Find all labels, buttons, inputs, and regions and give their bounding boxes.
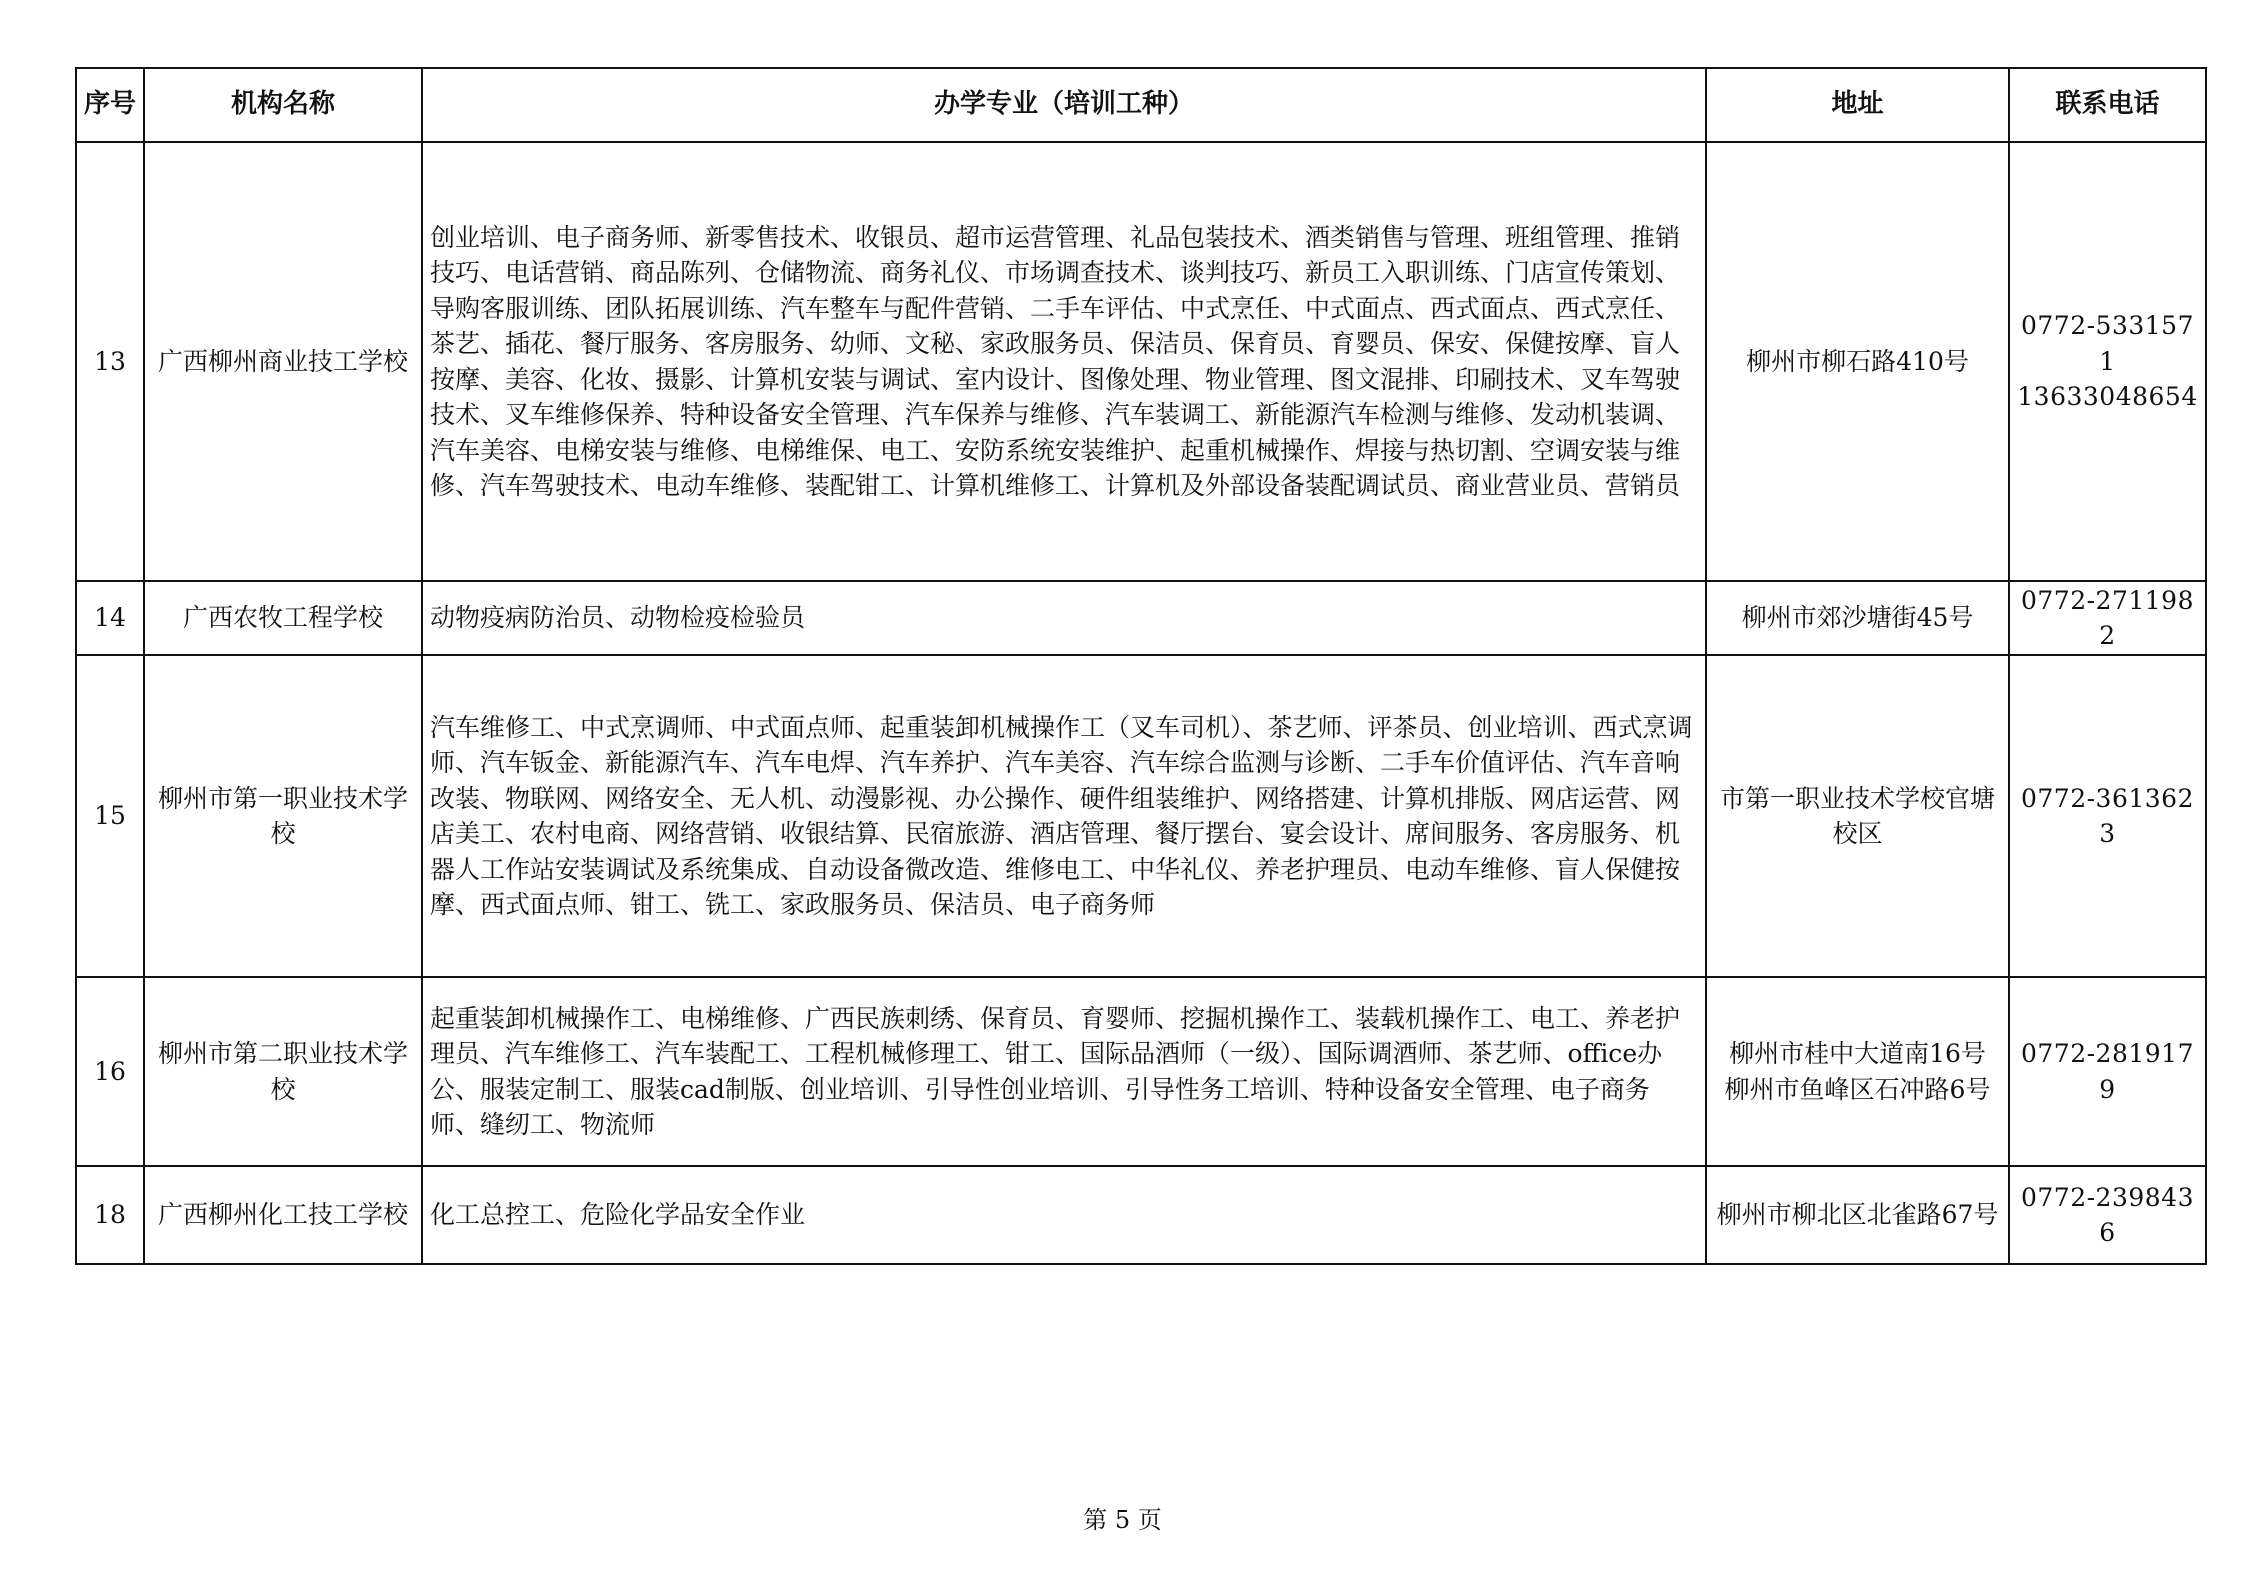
row-address: 柳州市柳北区北雀路67号	[1706, 1166, 2009, 1264]
header-majors: 办学专业（培训工种）	[422, 68, 1706, 142]
row-serial-number: 13	[76, 142, 144, 581]
row-phone: 0772-5331571 13633048654	[2009, 142, 2206, 581]
row-institution-name: 广西农牧工程学校	[144, 581, 422, 655]
table-row	[76, 581, 2206, 655]
table-row	[76, 977, 2206, 1166]
row-majors: 创业培训、电子商务师、新零售技术、收银员、超市运营管理、礼品包装技术、酒类销售与管理、班组管理、推销技巧、电话营销、商品陈列、仓储物流、商务礼仪、市场调查技术、谈判技巧、新员工入职训练、门店宣传策划、导购客服训练、团队拓展训练、汽车整车与配件营销、二手车评估、中式烹任、中式面点、西式面点、西式烹任、茶艺、插花、餐厅服务、客房服务、幼师、文秘、家政服务员、保洁员、保育员、育婴员、保安、保健按摩、盲人按摩、美容、化妆、摄影、计算机安装与调试、室内设计、图像处理、物业管理、图文混排、印刷技术、叉车驾驶技术、叉车维修保养、特种设备安全管理、汽车保养与维修、汽车装调工、新能源汽车检测与维修、发动机装调、汽车美容、电梯安装与维修、电梯维保、电工、安防系统安装维护、起重机械操作、焊接与热切割、空调安装与维修、汽车驾驶技术、电动车维修、装配钳工、计算机维修工、计算机及外部设备装配调试员、商业营业员、营销员	[422, 142, 1706, 581]
row-phone: 0772-2711982	[2009, 581, 2206, 655]
row-address: 市第一职业技术学校官塘校区	[1706, 655, 2009, 977]
row-serial-number: 15	[76, 655, 144, 977]
row-majors: 动物疫病防治员、动物检疫检验员	[422, 581, 1706, 655]
row-address: 柳州市桂中大道南16号 柳州市鱼峰区石冲路6号	[1706, 977, 2009, 1166]
row-serial-number: 18	[76, 1166, 144, 1264]
table-header-row	[76, 68, 2206, 142]
row-address: 柳州市柳石路410号	[1706, 142, 2009, 581]
row-institution-name: 柳州市第二职业技术学校	[144, 977, 422, 1166]
row-institution-name: 广西柳州商业技工学校	[144, 142, 422, 581]
row-serial-number: 16	[76, 977, 144, 1166]
row-phone: 0772-2398436	[2009, 1166, 2206, 1264]
page-number: 第 5 页	[1083, 1506, 1162, 1534]
row-phone: 0772-3613623	[2009, 655, 2206, 977]
row-institution-name: 柳州市第一职业技术学校	[144, 655, 422, 977]
row-majors: 化工总控工、危险化学品安全作业	[422, 1166, 1706, 1264]
table-row	[76, 655, 2206, 977]
row-majors: 汽车维修工、中式烹调师、中式面点师、起重装卸机械操作工（叉车司机）、茶艺师、评茶员、创业培训、西式烹调师、汽车钣金、新能源汽车、汽车电焊、汽车养护、汽车美容、汽车综合监测与诊断、二手车价值评估、汽车音响改装、物联网、网络安全、无人机、动漫影视、办公操作、硬件组装维护、网络搭建、计算机排版、网店运营、网店美工、农村电商、网络营销、收银结算、民宿旅游、酒店管理、餐厅摆台、宴会设计、席间服务、客房服务、机器人工作站安装调试及系统集成、自动设备微改造、维修电工、中华礼仪、养老护理员、电动车维修、盲人保健按摩、西式面点师、钳工、铣工、家政服务员、保洁员、电子商务师	[422, 655, 1706, 977]
institution-table	[75, 67, 2207, 1265]
table-row	[76, 1166, 2206, 1264]
header-institution-name: 机构名称	[144, 68, 422, 142]
header-address: 地址	[1706, 68, 2009, 142]
table-row	[76, 142, 2206, 581]
row-phone: 0772-2819179	[2009, 977, 2206, 1166]
row-institution-name: 广西柳州化工技工学校	[144, 1166, 422, 1264]
header-phone: 联系电话	[2009, 68, 2206, 142]
row-majors: 起重装卸机械操作工、电梯维修、广西民族刺绣、保育员、育婴师、挖掘机操作工、装载机操作工、电工、养老护理员、汽车维修工、汽车装配工、工程机械修理工、钳工、国际品酒师（一级）、国际调酒师、茶艺师、office办公、服装定制工、服装cad制版、创业培训、引导性创业培训、引导性务工培训、特种设备安全管理、电子商务师、缝纫工、物流师	[422, 977, 1706, 1166]
row-address: 柳州市郊沙塘街45号	[1706, 581, 2009, 655]
header-serial-number: 序号	[76, 68, 144, 142]
row-serial-number: 14	[76, 581, 144, 655]
